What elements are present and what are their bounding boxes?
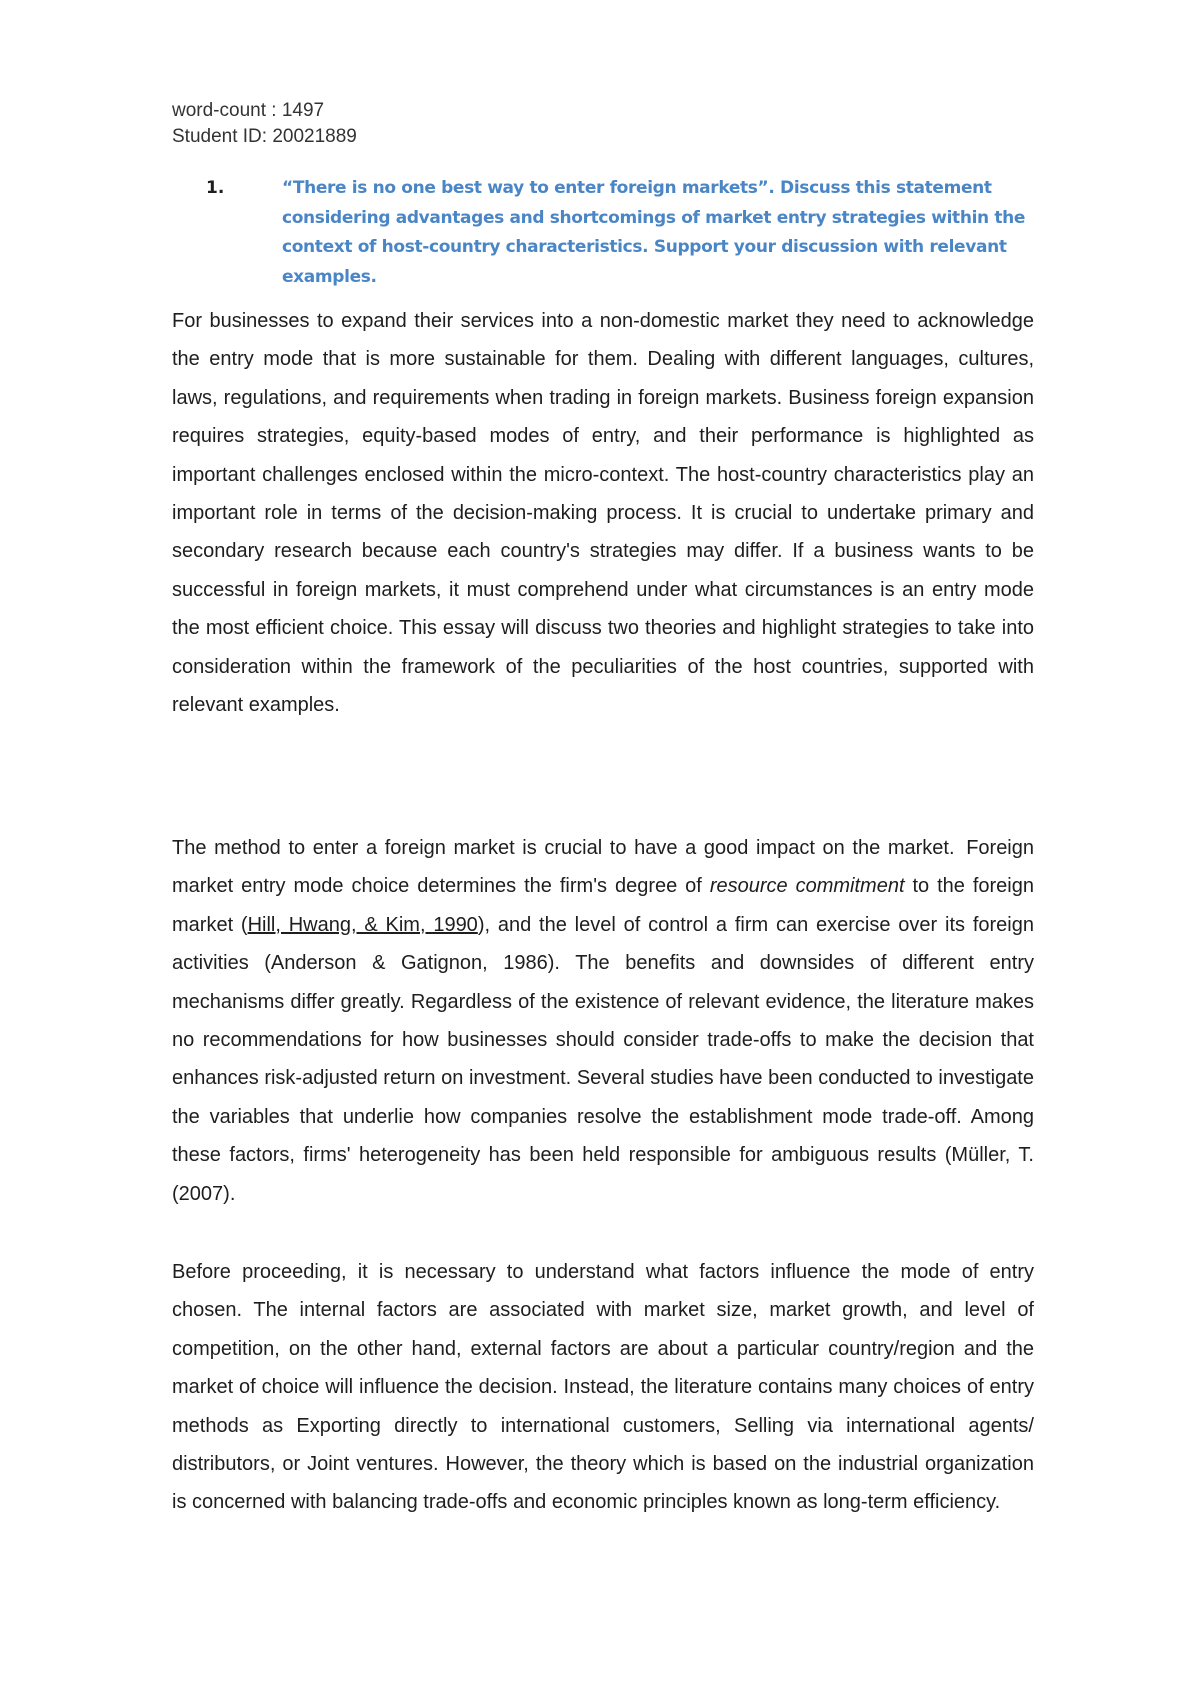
paragraph-entry-method bbox=[172, 829, 1034, 1213]
word-count: word-count : 1497 bbox=[172, 100, 325, 121]
question-number: 1. bbox=[206, 178, 225, 198]
paragraph-entry-method-text-1: Foreign market entry mode choice determines the firm's degree of bbox=[172, 837, 1034, 898]
paragraph-entry-method-text-3: ), and the level of control a firm can exercise over its foreign activities (Anderson & Gatignon, 1986). The benefits and downsides of different entry mechanisms differ greatly. Regardless of the existence of relevant evidence, the literature makes no recommendations for how businesses should consider trade-offs to make the decision that enhances risk-adjusted return on investment. Several studies have been conducted to investigate the variables that underlie how companies resolve the establishment mode trade-off. Among these factors, firms' heterogeneity has been held responsible for ambiguous results (Müller, T. (2007). bbox=[172, 913, 1034, 1205]
paragraph-factors: Before proceeding, it is necessary to understand what factors influence the mode of entry chosen. The internal factors are associated with market size, market growth, and level of competition, on the other hand, external factors are about a particular country/region and the market of choice will influence the decision. Instead, the literature contains many choices of entry methods as Exporting directly to international customers, Selling via international agents/ distributors, or Joint ventures. However, the theory which is based on the industrial organization is concerned with balancing trade-offs and economic principles known as long-term efficiency. bbox=[172, 1261, 1034, 1514]
essay-question bbox=[206, 174, 1046, 292]
citation-link[interactable]: Hill, Hwang, & Kim, 1990 bbox=[247, 913, 478, 936]
question-text: “There is no one best way to enter foreign markets”. Discuss this statement considering advantages and shortcomings of market entry strategies within the context of host-country characteristics. Support your discussion with relevant examples. bbox=[282, 178, 1026, 287]
paragraph-entry-method-lead: The method to enter a foreign market is crucial to have a good impact on the market. bbox=[172, 837, 955, 859]
paragraph-introduction: For businesses to expand their services into a non-domestic market they need to acknowledge the entry mode that is more sustainable for them. Dealing with different languages, cultures, laws, regulations, and requirements when trading in foreign markets. Business foreign expansion requires strategies, equity-based modes of entry, and their performance is highlighted as important challenges enclosed within the micro-context. The host-country characteristics play an important role in terms of the decision-making process. It is crucial to undertake primary and secondary research because each country's strategies may differ. If a business wants to be successful in foreign markets, it must comprehend under what circumstances is an entry mode the most efficient choice. This essay will discuss two theories and highlight strategies to take into consideration within the framework of the peculiarities of the host countries, supported with relevant examples. bbox=[172, 310, 1034, 717]
italic-term: resource commitment bbox=[709, 875, 905, 898]
paragraph-entry-method-text-2: to the foreign market ( bbox=[172, 875, 1034, 936]
student-id: Student ID: 20021889 bbox=[172, 126, 357, 147]
